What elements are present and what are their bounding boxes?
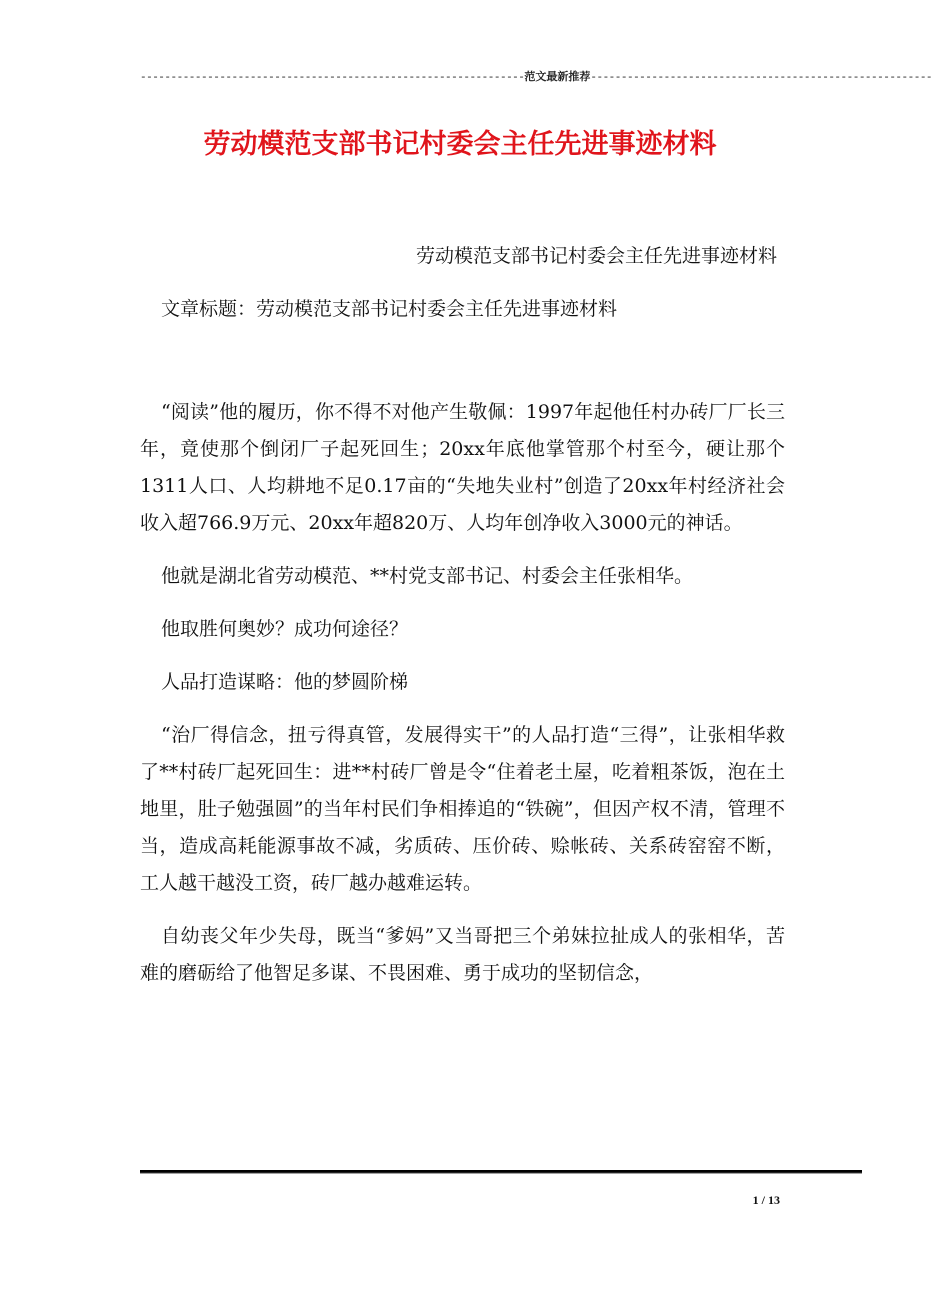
header-dashes-right: -------------------------------------------------------- [590,72,932,84]
article-subtitle: 劳动模范支部书记村委会主任先进事迹材料 [415,245,777,267]
header-label: 范文最新推荐 [524,70,591,83]
paragraph: “治厂得信念，扭亏得真管，发展得实干”的人品打造“三得”，让张相华救了**村砖厂起死回生：进**村砖厂曾是令“住着老土屋，吃着粗茶饭，泡在土地里，肚子勉强圆”的当年村民们争相捧追的“铁碗”，但因产权不清，管理不当，造成高耗能源事故不减，劣质砖、压价砖、赊帐砖、关系砖窑窑不断，工人越干越没工资，砖厂越办越难运转。 [140,724,785,894]
page-header [140,68,932,84]
paragraph: 自幼丧父年少失母，既当“爹妈”又当哥把三个弟妹拉扯成人的张相华，苦难的磨砺给了他智足多谋、不畏困难、勇于成功的坚韧信念， [140,925,785,984]
paragraph: 他取胜何奥妙？成功何途径？ [161,618,409,640]
document-title: 劳动模范支部书记村委会主任先进事迹材料 [203,129,717,160]
footer-divider [140,1170,862,1174]
page-number: 1 / 13 [752,1193,780,1207]
section-heading: 人品打造谋略：他的梦圆阶梯 [161,671,409,693]
article-meta-title: 文章标题：劳动模范支部书记村委会主任先进事迹材料 [161,298,618,320]
paragraph: 他就是湖北省劳动模范、**村党支部书记、村委会主任张相华。 [161,565,694,587]
header-dashes-left: --------------------------------------------------------------- [140,72,525,84]
paragraph: “阅读”他的履历，你不得不对他产生敬佩：1997年起他任村办砖厂厂长三年，竟使那个倒闭厂子起死回生；20xx年底他掌管那个村至今，硬让那个1311人口、人均耕地不足0.17亩的“失地失业村”创造了20xx年村经济社会收入超766.9万元、20xx年超820万、人均年创净收入3000元的神话。 [140,401,785,534]
document-body [140,238,785,1008]
